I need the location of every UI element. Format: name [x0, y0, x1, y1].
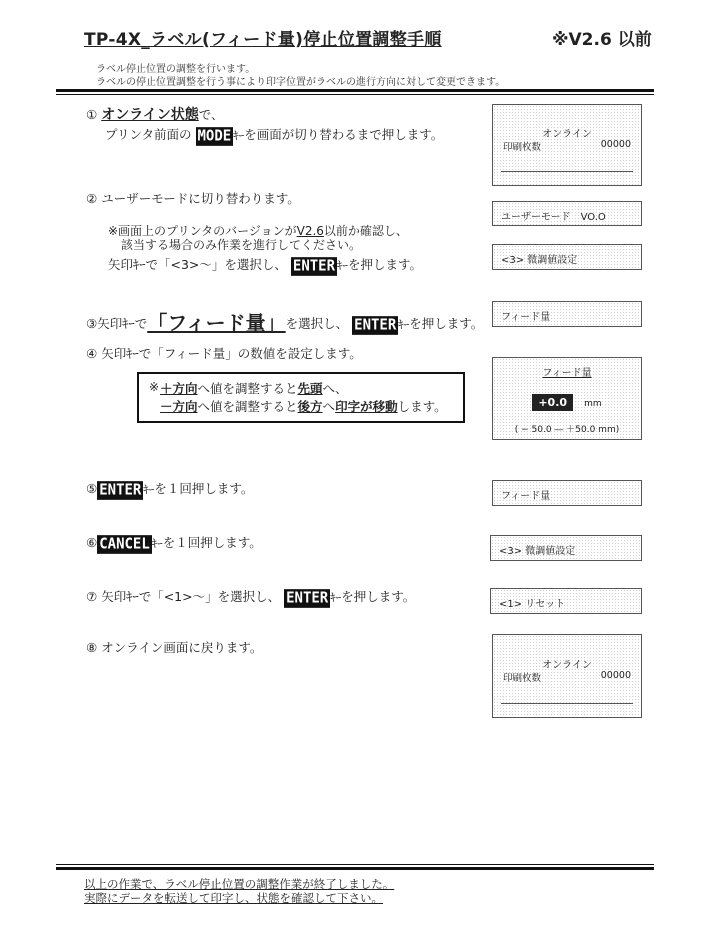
panel-divider — [501, 703, 633, 704]
online-state-text: オンライン状態 — [101, 107, 199, 123]
page-title: TP-4X_ラベル(フィード量)停止位置調整手順 — [84, 30, 442, 50]
mode-key: MODE — [197, 127, 232, 145]
print-count-value: 00000 — [600, 139, 631, 150]
enter-key: ENTER — [286, 589, 329, 607]
step-3-line: ③矢印ｷｰで「フィード量」を選択し、 ENTER ｷｰを押します。 — [86, 311, 484, 335]
feed-amount-highlight: 「フィード量」 — [147, 311, 286, 335]
step-8-line: ⑧ オンライン画面に戻ります。 — [86, 640, 263, 655]
step-number: ① — [86, 107, 98, 122]
note-mark: ※ — [149, 380, 160, 394]
version-check: V2.6 — [296, 224, 324, 238]
note-line-2: －方向へ値を調整すると後方へ印字が移動します。 — [160, 399, 447, 414]
footer-rule — [56, 867, 654, 870]
step-2-line-1: ② ユーザーモードに切り替わります。 — [86, 191, 300, 206]
online-title: オンライン — [542, 129, 592, 140]
footer-rule-thin — [56, 864, 654, 865]
feed-value: +0.0 — [532, 394, 573, 411]
feed-panel-2: フィード量 — [492, 480, 642, 506]
online-screen-panel-2: オンライン 印刷枚数 00000 — [492, 634, 642, 718]
reset-panel: <1> リセット — [490, 588, 642, 614]
footer-line-1: 以上の作業で、ラベル停止位置の調整作業が終了しました。 — [84, 877, 395, 891]
cancel-key: CANCEL — [99, 535, 150, 553]
header-rule — [56, 89, 654, 92]
enter-key: ENTER — [292, 257, 336, 275]
fine-adjust-panel-2: <3> 微調値設定 — [490, 535, 642, 561]
user-mode-panel: ユーザーモード VO.O — [492, 201, 642, 226]
step-2-line-3: 矢印ｷｰで「<3>～」を選択し、 ENTER ｷｰを押します。 — [108, 257, 423, 275]
step-6-line: ⑥ CANCEL ｷｰを１回押します。 — [86, 535, 262, 553]
enter-key: ENTER — [99, 481, 142, 499]
panel-divider — [501, 171, 633, 172]
step-1-line-2: プリンタ前面の MODE ｷｰを画面が切り替わるまで押します。 — [105, 127, 444, 145]
step-7-line: ⑦ 矢印ｷｰで「<1>～」を選択し、 ENTER ｷｰを押します。 — [86, 589, 416, 607]
feed-setting-panel — [492, 357, 642, 440]
header-rule-thin — [56, 94, 654, 95]
note-line-1: ＋方向へ値を調整すると先頭へ、 — [160, 381, 348, 396]
online-screen-panel — [492, 104, 642, 186]
feed-range: ( − 50.0 ― ＋50.0 mm) — [514, 425, 620, 435]
feed-unit: mm — [584, 399, 602, 409]
version-note: ※V2.6 以前 — [552, 30, 652, 50]
feed-panel: フィード量 — [492, 301, 642, 327]
direction-note-box — [137, 372, 465, 423]
step-2-note-1: ※画面上のプリンタのバージョンがV2.6以前か確認し、 — [108, 224, 408, 238]
print-count-label: 印刷枚数 — [503, 142, 542, 153]
footer-line-2: 実際にデータを転送して印字し、状態を確認して下さい。 — [84, 891, 383, 905]
intro-line-2: ラベルの停止位置調整を行う事により印字位置がラベルの進行方向に対して変更できます。 — [96, 77, 506, 88]
feed-value-row — [493, 391, 641, 411]
step-5-line: ⑤ ENTER ｷｰを１回押します。 — [86, 481, 254, 499]
intro-line-1: ラベル停止位置の調整を行います。 — [96, 64, 256, 75]
enter-key: ENTER — [354, 316, 397, 334]
step-2-note-2: 該当する場合のみ作業を進行してください。 — [121, 238, 362, 252]
step-1-line-1: ① オンライン状態で、 — [86, 107, 224, 123]
fine-adjust-panel: <3> 微調値設定 — [492, 244, 642, 270]
feed-setting-title: フィード量 — [542, 368, 592, 379]
step-4-line: ④ 矢印ｷｰで「フィード量」の数値を設定します。 — [86, 346, 362, 361]
